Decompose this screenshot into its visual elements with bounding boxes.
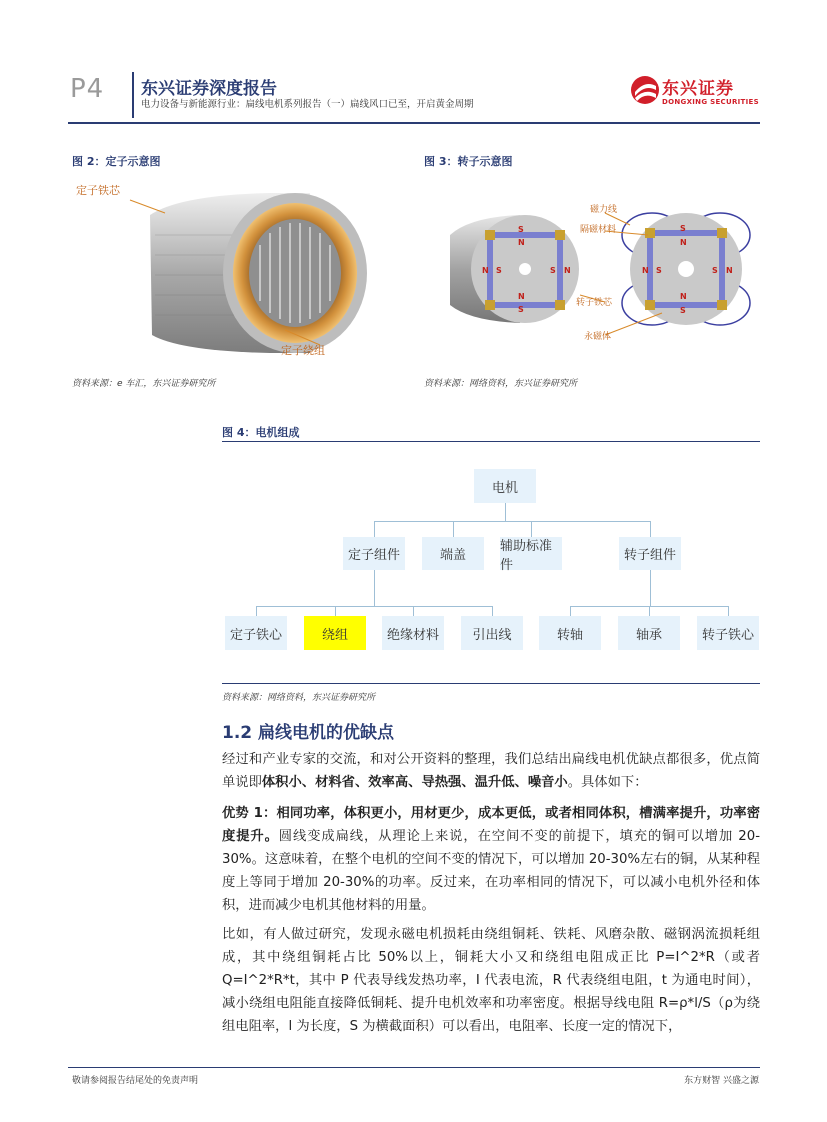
- fig4-caption: 图 4：电机组成: [222, 426, 300, 439]
- svg-text:S: S: [496, 266, 502, 275]
- svg-text:N: N: [642, 266, 649, 275]
- node-shaft: 转轴: [539, 616, 601, 650]
- paragraph-loss-analysis: 比如，有人做过研究，发现永磁电机损耗由绕组铜耗、铁耗、风磨杂散、磁钢涡流损耗组成，其中绕组铜耗占比 50%以上，铜耗大小又和绕组电阻成正比 P=I^2*R（或者 Q=I^2*R*t，其中 P 代表导线发热功率，I 代表电流，R 代表绕组电阻，t 为通电时间），减小绕组电阻能直接降低铜耗、提升电机效率和功率密度。根据导线电阻 R=ρ*l/S（ρ为绕组电阻率，l 为长度，S 为横截面积）可以看出，电阻率、长度一定的情况下，: [222, 927, 760, 1034]
- connector: [505, 503, 506, 521]
- connector: [492, 606, 493, 616]
- report-title: 东兴证券深度报告: [141, 79, 277, 99]
- connector: [650, 570, 651, 606]
- node-insulation: 绝缘材料: [382, 616, 444, 650]
- svg-text:S: S: [518, 225, 524, 234]
- svg-text:N: N: [518, 238, 525, 247]
- footer-rule: [68, 1067, 760, 1068]
- intro-bold: 体积小、材料省、效率高、导热强、温升低、噪音小: [261, 775, 568, 790]
- connector: [413, 606, 414, 616]
- label-stator-core: 定子铁芯: [76, 184, 120, 197]
- page-number: P4: [70, 74, 105, 104]
- label-rotor-core: 转子铁芯: [576, 298, 613, 308]
- svg-text:N: N: [518, 292, 525, 301]
- node-standard-parts: 辅助标准件: [500, 537, 562, 570]
- svg-text:N: N: [726, 266, 733, 275]
- node-stator-core: 定子铁心: [225, 616, 287, 650]
- intro-text: 经过和产业专家的交流，和对公开资料的整理，我们总结出扁线电机优缺点都很多，优点简单说即: [222, 752, 760, 790]
- connector: [256, 606, 257, 616]
- paragraph-intro: [222, 748, 760, 794]
- svg-text:N: N: [680, 238, 687, 247]
- node-end-cover: 端盖: [422, 537, 484, 570]
- label-magnetic-barrier: 隔磁材料: [580, 225, 617, 235]
- connector: [374, 521, 375, 537]
- label-stator-winding: 定子绕组: [281, 344, 325, 357]
- fig2-caption: 图 2：定子示意图: [72, 155, 161, 168]
- node-motor: 电机: [474, 469, 536, 503]
- fig4-source: 资料来源：网络资料，东兴证券研究所: [222, 693, 376, 703]
- intro-tail: 。具体如下：: [567, 775, 648, 790]
- paragraph-advantage-1: [222, 802, 760, 917]
- node-rotor-assembly: 转子组件: [619, 537, 681, 570]
- node-winding: 绕组: [304, 616, 366, 650]
- connector: [453, 521, 454, 537]
- report-subtitle: 电力设备与新能源行业：扁线电机系列报告（一）扁线风口已至，开启黄金周期: [141, 99, 474, 110]
- svg-text:S: S: [518, 305, 524, 314]
- connector: [374, 521, 650, 522]
- header-divider: [132, 72, 134, 118]
- svg-text:S: S: [680, 306, 686, 315]
- rotor-illustration: [430, 195, 760, 345]
- stator-illustration: [70, 175, 410, 375]
- advantage-1-heading: 优势 1：相同功率，体积更小，用材更少，成本更低，或者相同体积，槽满率提升，功率密度提升。: [222, 806, 760, 844]
- node-rotor-core: 转子铁心: [697, 616, 759, 650]
- svg-text:N: N: [482, 266, 489, 275]
- logo-text-cn: 东兴证券: [662, 79, 734, 99]
- connector: [570, 606, 571, 616]
- svg-text:S: S: [712, 266, 718, 275]
- connector: [728, 606, 729, 616]
- node-stator-assembly: 定子组件: [343, 537, 405, 570]
- header-rule: [68, 122, 760, 124]
- fig2-source: 资料来源：e 车汇，东兴证券研究所: [72, 379, 216, 389]
- label-permanent-magnet: 永磁体: [584, 332, 612, 342]
- svg-text:S: S: [550, 266, 556, 275]
- fig3-source: 资料来源：网络资料，东兴证券研究所: [424, 379, 578, 389]
- connector: [374, 570, 375, 606]
- fig3-caption: 图 3：转子示意图: [424, 155, 513, 168]
- dongxing-logo-icon: [630, 72, 660, 112]
- fig4-bottom-rule: [222, 683, 760, 684]
- connector: [335, 606, 336, 616]
- connector: [650, 521, 651, 537]
- node-bearing: 轴承: [618, 616, 680, 650]
- svg-text:S: S: [656, 266, 662, 275]
- connector: [256, 606, 492, 607]
- label-flux-line: 磁力线: [590, 205, 618, 215]
- footer-slogan: 东方财智 兴盛之源: [684, 1076, 759, 1086]
- footer-disclaimer: 敬请参阅报告结尾处的免责声明: [72, 1076, 199, 1086]
- fig4-top-rule: [222, 441, 760, 442]
- advantage-1-text: 圆线变成扁线，从理论上来说，在空间不变的前提下，填充的铜可以增加 20-30%。这意味着，在整个电机的空间不变的情况下，可以增加 20-30%左右的铜，从某种程度上等同于增加 20-30%的功率。反过来，在功率相同的情况下，可以减小电机外径和体积，进而减少电机其他材料的用量。: [222, 829, 760, 913]
- svg-text:S: S: [680, 224, 686, 233]
- svg-text:N: N: [680, 292, 687, 301]
- section-title: 1.2 扁线电机的优缺点: [222, 723, 395, 743]
- connector: [649, 606, 650, 616]
- node-lead-wire: 引出线: [461, 616, 523, 650]
- logo-text-en: DONGXING SECURITIES: [662, 98, 759, 106]
- svg-text:N: N: [564, 266, 571, 275]
